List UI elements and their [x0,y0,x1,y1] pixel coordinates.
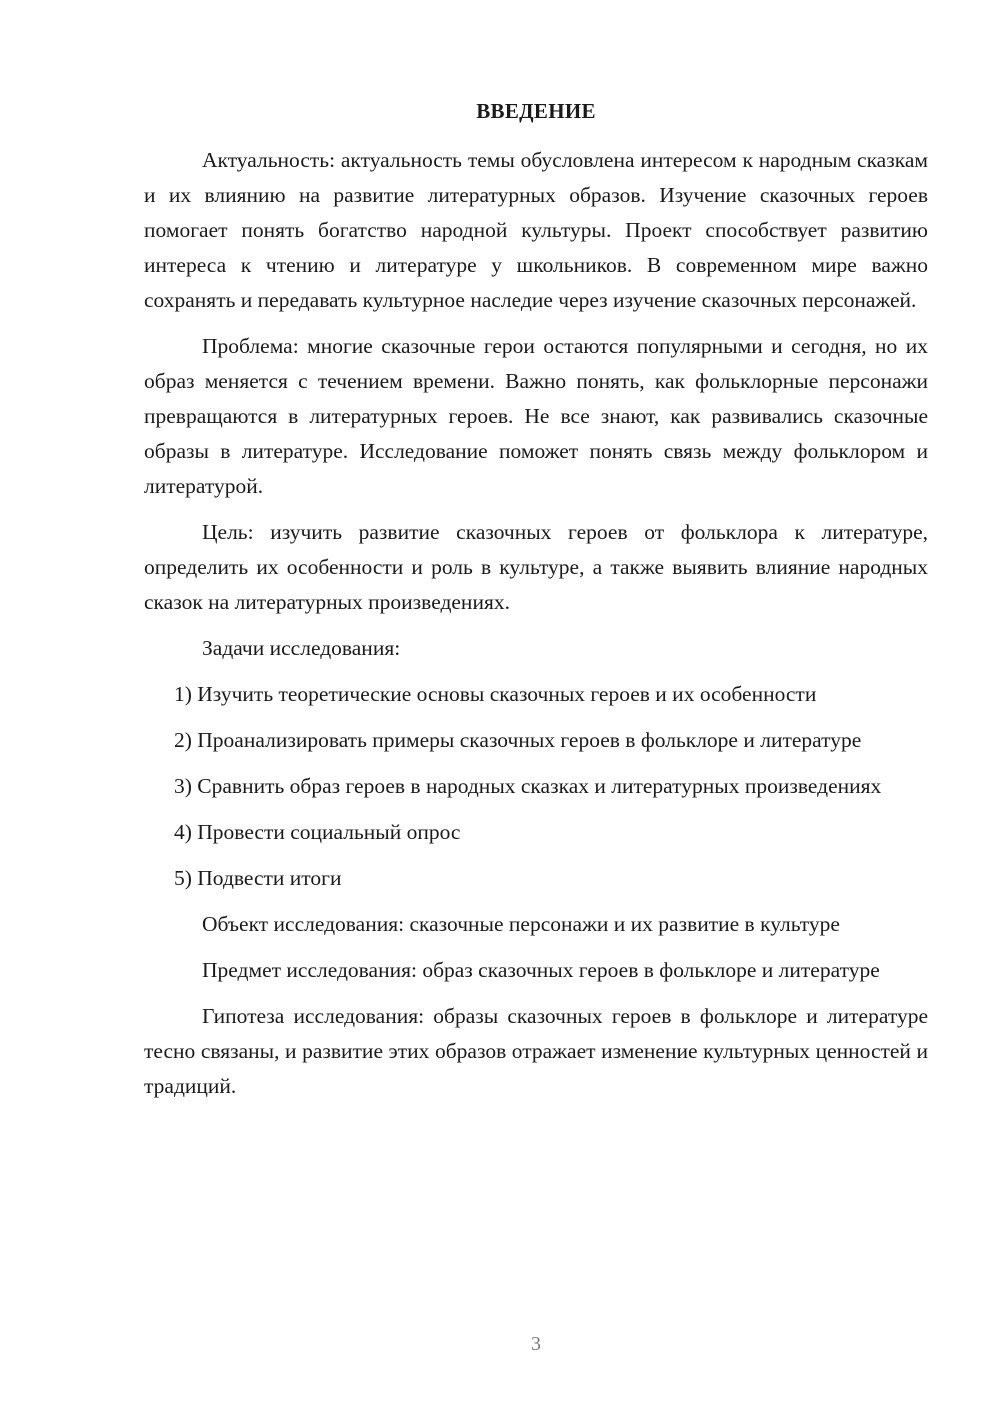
paragraph-subject: Предмет исследования: образ сказочных героев в фольклоре и литературе [202,958,880,982]
task-item-1: 1) Изучить теоретические основы сказочных героев и их особенности [174,682,817,706]
page-number: 3 [531,1333,541,1355]
paragraph-object: Объект исследования: сказочные персонажи и их развитие в культуре [202,912,840,936]
paragraph-tasks-heading: Задачи исследования: [202,636,401,660]
task-item-2: 2) Проанализировать примеры сказочных героев в фольклоре и литературе [174,728,862,752]
document-page [144,0,928,1414]
paragraph-goal: Цель: изучить развитие сказочных героев от фольклора к литературе, определить их особенности и роль в культуре, а также выявить влияние народных сказок на литературных произведениях. [144,520,928,614]
section-title: ВВЕДЕНИЕ [476,99,596,123]
task-item-4: 4) Провести социальный опрос [174,820,461,844]
task-item-3: 3) Сравнить образ героев в народных сказках и литературных произведениях [174,774,882,798]
paragraph-problem: Проблема: многие сказочные герои остаются популярными и сегодня, но их образ меняется с течением времени. Важно понять, как фольклорные персонажи превращаются в литературных героев. Не все знают, как развивались сказочные образы в литературе. Исследование поможет понять связь между фольклором и литературой. [144,334,928,498]
task-item-5: 5) Подвести итоги [174,866,342,890]
document-body [144,143,928,1115]
paragraph-relevance: Актуальность: актуальность темы обусловлена интересом к народным сказкам и их влиянию на развитие литературных образов. Изучение сказочных героев помогает понять богатство народной культуры. Проект способствует развитию интереса к чтению и литературе у школьников. В современном мире важно сохранять и передавать культурное наследие через изучение сказочных персонажей. [144,148,928,312]
paragraph-hypothesis: Гипотеза исследования: образы сказочных героев в фольклоре и литературе тесно связаны, и развитие этих образов отражает изменение культурных ценностей и традиций. [144,1004,928,1098]
